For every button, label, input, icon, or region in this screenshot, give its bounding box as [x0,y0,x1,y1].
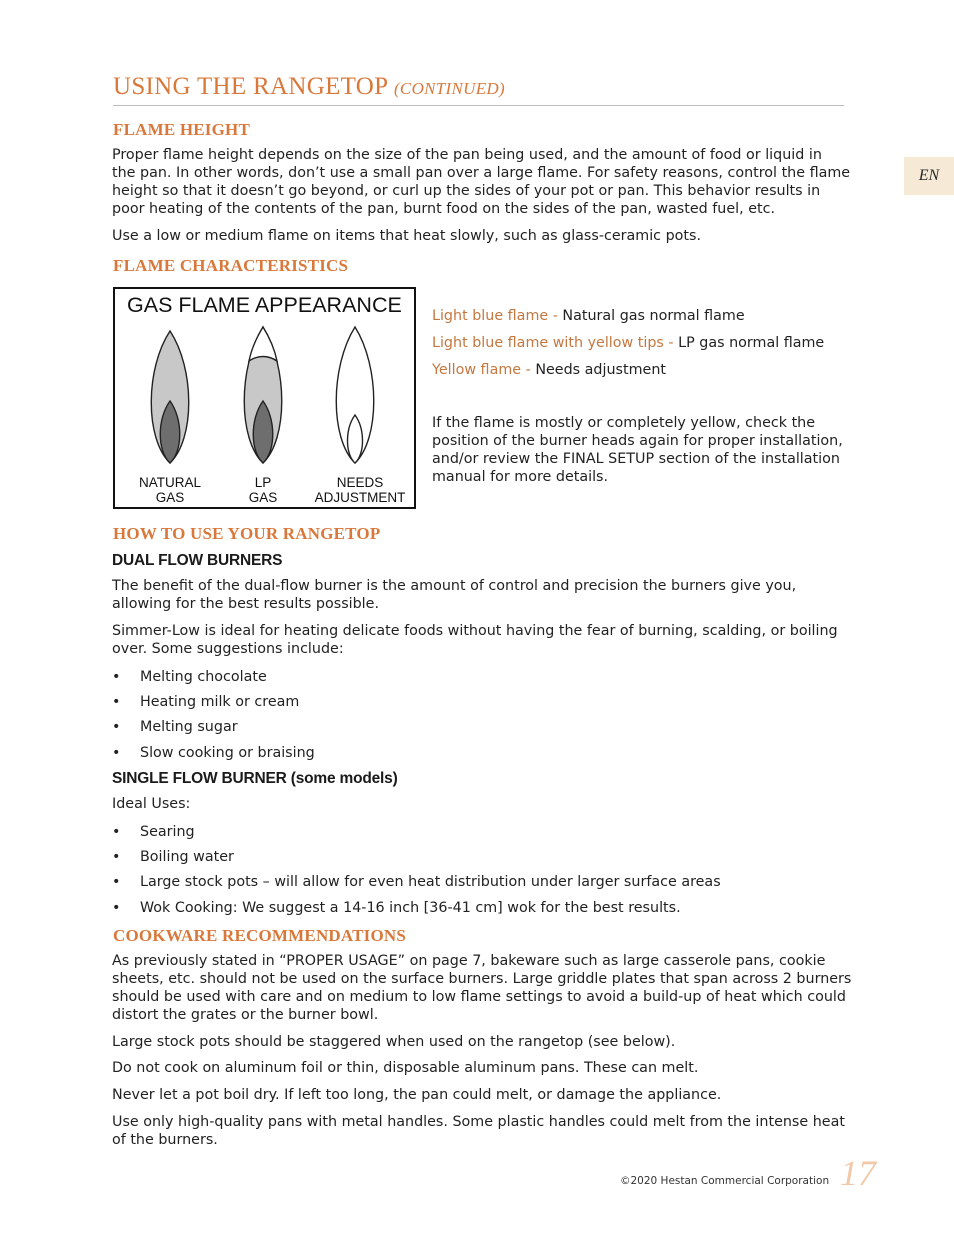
flame-height-paragraph-2: Use a low or medium flame on items that heat slowly, such as glass-ceramic pots. [112,228,702,244]
cookware-paragraph-1: As previously stated in “PROPER USAGE” on page 7, bakeware such as large casserole pans, cookie sheets, etc. should not be used on the surface burners. Large griddle plates that span across 2 burners should be used with care and on medium to low flame settings to avoid a build-up of heat which could distort the grates or the burner bowl. [112,953,852,1023]
legend-natural-gas: Light blue flame - Natural gas normal flame [432,308,745,324]
page-number: 17 [840,1153,876,1193]
footer-copyright: ©2020 Hestan Commercial Corporation [620,1175,830,1187]
lp-gas-flame-tip [249,327,277,361]
list-item: • Melting chocolate [112,669,267,685]
flame-height-paragraph-1: Proper flame height depends on the size of the pan being used, and the amount of food or liquid in the pan. In other words, don’t use a small pan over a large flame. For safety reasons, control the flame height so that it doesn’t go beyond, or curl up the sides of your pot or pan. This behavior results in poor heating of the contents of the pan, burnt food on the sides of the pan, wasted fuel, etc. [112,147,851,217]
list-item: • Large stock pots – will allow for even heat distribution under larger surface areas [112,874,721,890]
language-tab[interactable]: EN [904,157,954,195]
list-item: • Wok Cooking: We suggest a 14-16 inch [36-41 cm] wok for the best results. [112,900,681,916]
dual-flow-subheading: DUAL FLOW BURNERS [112,552,283,569]
page-title-suffix: (CONTINUED) [393,79,505,98]
cookware-paragraph-3: Do not cook on aluminum foil or thin, disposable aluminum pans. These can melt. [112,1060,699,1076]
list-item: • Searing [112,824,195,840]
flame-note: If the flame is mostly or completely yellow, check the position of the burner heads again for proper installation, and/or review the FINAL SETUP section of the installation manual for more details. [432,415,843,485]
list-item: • Boiling water [112,849,234,865]
cookware-paragraph-4: Never let a pot boil dry. If left too long, the pan could melt, or damage the appliance. [112,1087,722,1103]
cookware-paragraph-5: Use only high-quality pans with metal handles. Some plastic handles could melt from the intense heat of the burners. [112,1114,845,1148]
lp-gas-label: LP GAS [248,475,278,505]
how-to-use-heading: HOW TO USE YOUR RANGETOP [113,524,381,543]
single-flow-subheading: SINGLE FLOW BURNER (some models) [112,770,398,787]
flame-height-heading: FLAME HEIGHT [113,120,250,139]
flame-characteristics-heading: FLAME CHARACTERISTICS [113,256,349,275]
list-item: • Melting sugar [112,719,238,735]
needs-adjustment-label: NEEDS ADJUSTMENT [314,475,406,505]
legend-lp-gas: Light blue flame with yellow tips - LP gas normal flame [432,335,825,351]
cookware-heading: COOKWARE RECOMMENDATIONS [113,926,407,945]
ideal-uses-label: Ideal Uses: [112,796,191,812]
list-item: • Slow cooking or braising [112,745,315,761]
page-title-text: USING THE RANGETOP [113,73,388,100]
legend-yellow-flame: Yellow flame - Needs adjustment [432,362,666,378]
natural-gas-label: NATURAL GAS [138,475,201,505]
dual-flow-paragraph-1: The benefit of the dual-flow burner is the amount of control and precision the burners give you, allowing for the best results possible. [112,578,797,612]
dual-flow-paragraph-2: Simmer-Low is ideal for heating delicate foods without having the fear of burning, scalding, or boiling over. Some suggestions include: [112,623,838,657]
gas-flame-appearance-figure [113,287,416,509]
list-item: • Heating milk or cream [112,694,300,710]
page-title [113,72,844,106]
cookware-paragraph-2: Large stock pots should be staggered when used on the rangetop (see below). [112,1034,676,1050]
figure-title: GAS FLAME APPEARANCE [127,293,402,317]
